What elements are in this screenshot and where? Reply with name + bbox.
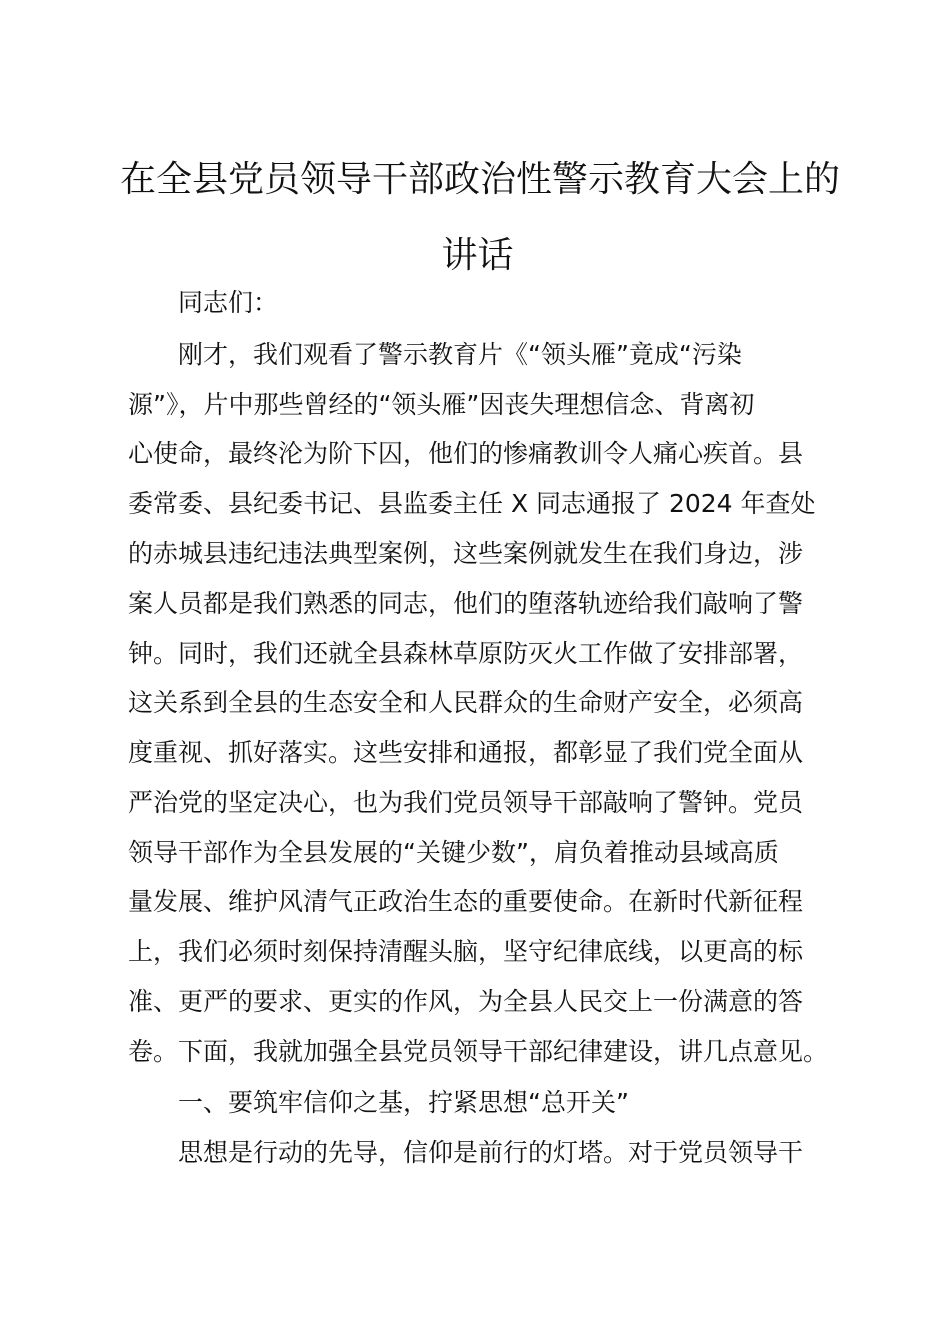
document-title-line-2: 讲话: [441, 235, 514, 276]
paragraph-line: 上，我们必须时刻保持清醒头脑，坚守纪律底线，以更高的标: [128, 937, 804, 966]
paragraph-line: 准、更严的要求、更实的作风，为全县人民交上一份满意的答: [128, 987, 804, 1016]
paragraph-line: 的赤城县违纪违法典型案例，这些案例就发生在我们身边，涉: [128, 539, 804, 568]
section-heading: 一、要筑牢信仰之基，拧紧思想“总开关”: [178, 1088, 629, 1117]
paragraph-line: 思想是行动的先导，信仰是前行的灯塔。对于党员领导干: [178, 1138, 804, 1167]
paragraph-line: 领导干部作为全县发展的“关键少数”，肩负着推动县域高质: [128, 838, 779, 867]
paragraph-line: 卷。下面，我就加强全县党员领导干部纪律建设，讲几点意见。: [128, 1037, 829, 1066]
paragraph-line: 委常委、县纪委书记、县监委主任 X 同志通报了 2024 年查处: [128, 489, 816, 518]
salutation: 同志们：: [178, 288, 279, 317]
paragraph-line: 刚才，我们观看了警示教育片《“领头雁”竟成“污染: [178, 340, 742, 369]
document-title-line-1: 在全县党员领导干部政治性警示教育大会上的: [120, 159, 841, 200]
paragraph-line: 量发展、维护风清气正政治生态的重要使命。在新时代新征程: [128, 887, 804, 916]
paragraph-line: 案人员都是我们熟悉的同志，他们的堕落轨迹给我们敲响了警: [128, 589, 804, 618]
paragraph-line: 源”》，片中那些曾经的“领头雁”因丧失理想信念、背离初: [128, 390, 755, 419]
paragraph-line: 这关系到全县的生态安全和人民群众的生命财产安全，必须高: [128, 688, 804, 717]
paragraph-line: 钟。同时，我们还就全县森林草原防灭火工作做了安排部署，: [128, 639, 804, 668]
paragraph-line: 度重视、抓好落实。这些安排和通报，都彰显了我们党全面从: [128, 738, 804, 767]
paragraph-line: 严治党的坚定决心，也为我们党员领导干部敲响了警钟。党员: [128, 788, 804, 817]
paragraph-line: 心使命，最终沦为阶下囚，他们的惨痛教训令人痛心疾首。县: [128, 439, 804, 468]
